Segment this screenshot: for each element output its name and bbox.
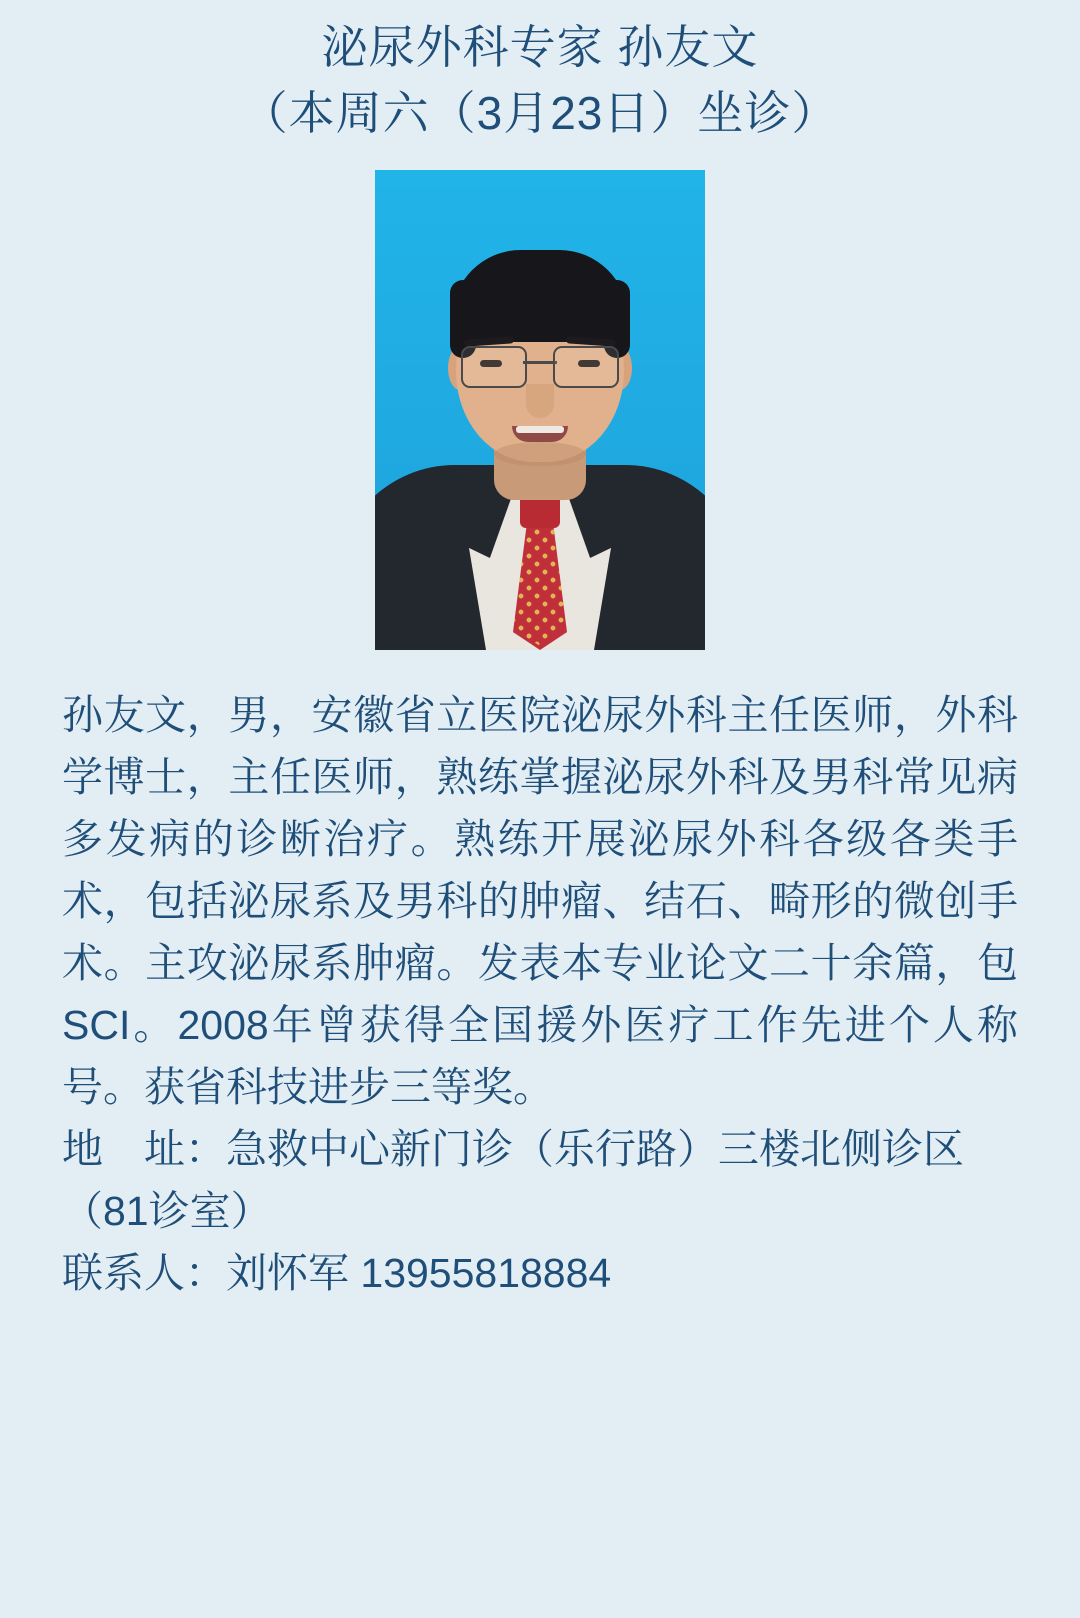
- hair: [452, 250, 628, 342]
- poster-title: [0, 14, 1080, 146]
- teeth: [516, 426, 564, 433]
- title-line-2: （本周六（3月23日）坐诊）: [241, 87, 839, 139]
- nose: [526, 384, 554, 418]
- poster-body: [0, 684, 1080, 1304]
- eyeglasses-icon: [459, 346, 621, 386]
- doctor-bio: 孙友文，男，安徽省立医院泌尿外科主任医师，外科学博士，主任医师，熟练掌握泌尿外科及男科常见病多发病的诊断治疗。熟练开展泌尿外科各级各类手术，包括泌尿系及男科的肿瘤、结石、畸形的微创手术。主攻泌尿系肿瘤。发表本专业论文二十余篇，包SCI。2008年曾获得全国援外医疗工作先进个人称号。获省科技进步三等奖。: [62, 692, 1018, 1110]
- lens-left: [461, 346, 527, 388]
- title-line-1: 泌尿外科专家 孙友文: [321, 21, 759, 73]
- chin-shadow: [494, 442, 586, 466]
- doctor-portrait-photo: [375, 170, 705, 650]
- lens-right: [553, 346, 619, 388]
- contact-person: 联系人：刘怀军 13955818884: [62, 1250, 612, 1296]
- glasses-bridge: [523, 361, 557, 364]
- clinic-address: 地 址：急救中心新门诊（乐行路）三楼北侧诊区（81诊室）: [62, 1126, 964, 1234]
